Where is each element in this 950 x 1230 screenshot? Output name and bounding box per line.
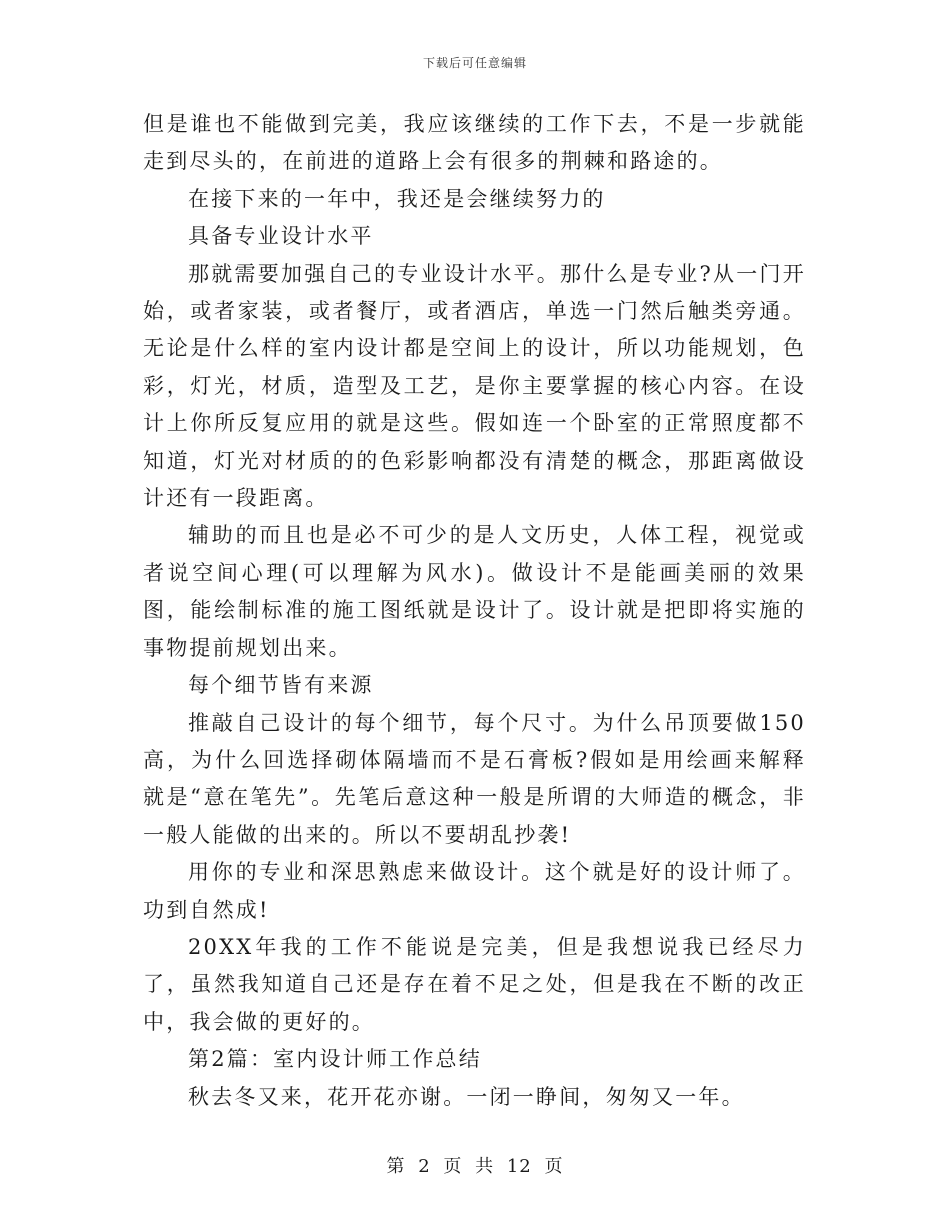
paragraph: 推敲自己设计的每个细节，每个尺寸。为什么吊顶要做150高，为什么回选择砌体隔墙而不是石膏板?假如是用绘画来解释就是“意在笔先”。先笔后意这种一般是所谓的大师造的概念，非一般人能做的出来的。所以不要胡乱抄袭!: [143, 710, 806, 847]
section-heading: 每个细节皆有来源: [188, 673, 374, 698]
paragraph: 但是谁也不能做到完美，我应该继续的工作下去，不是一步就能走到尽头的，在前进的道路上会有很多的荆棘和路途的。: [143, 112, 806, 174]
page-header: 下载后可任意编辑: [422, 56, 527, 70]
paragraph: 辅助的而且也是必不可少的是人文历史，人体工程，视觉或者说空间心理(可以理解为风水)。做设计不是能画美丽的效果图，能绘制标准的施工图纸就是设计了。设计就是把即将实施的事物提前规划出来。: [143, 523, 806, 660]
paragraph: 在接下来的一年中，我还是会继续努力的: [188, 186, 606, 211]
section-heading: 具备专业设计水平: [188, 224, 374, 249]
paragraph: 那就需要加强自己的专业设计水平。那什么是专业?从一门开始，或者家装，或者餐厅，或者酒店，单选一门然后触类旁通。无论是什么样的室内设计都是空间上的设计，所以功能规划，色彩，灯光，材质，造型及工艺，是你主要掌握的核心内容。在设计上你所反复应用的就是这些。假如连一个卧室的正常照度都不知道，灯光对材质的的色彩影响都没有清楚的概念，那距离做设计还有一段距离。: [143, 261, 806, 511]
document-body: [143, 106, 806, 1116]
paragraph: 秋去冬又来，花开花亦谢。一闭一睁间，匆匆又一年。: [188, 1084, 745, 1109]
paragraph: 20XX年我的工作不能说是完美，但是我想说我已经尽力了，虽然我知道自己还是存在着不足之处，但是我在不断的改正中，我会做的更好的。: [143, 934, 806, 1034]
section-heading: 第2篇：室内设计师工作总结: [188, 1047, 482, 1072]
paragraph: 用你的专业和深思熟虑来做设计。这个就是好的设计师了。功到自然成!: [143, 860, 806, 922]
page-number: 第 2 页 共 12 页: [386, 1156, 564, 1177]
